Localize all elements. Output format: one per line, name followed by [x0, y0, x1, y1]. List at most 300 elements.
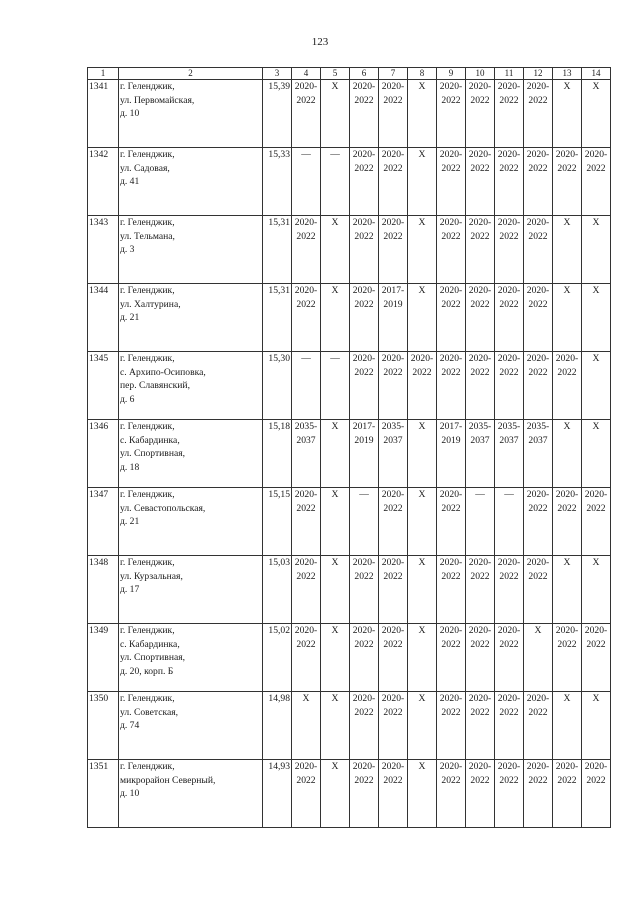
schedule-text: X	[592, 693, 600, 704]
schedule-text: X	[331, 761, 339, 772]
schedule-cell	[408, 488, 437, 556]
schedule-text: X	[563, 81, 571, 92]
schedule-text: 2020-	[584, 149, 608, 160]
address-line: г. Геленджик,	[120, 625, 175, 636]
schedule-text: X	[418, 761, 426, 772]
table-row	[88, 692, 611, 760]
schedule-text: 2020-	[381, 557, 405, 568]
schedule-cell	[553, 284, 582, 352]
schedule-text: 2022	[354, 706, 374, 718]
schedule-text: X	[534, 625, 542, 636]
schedule-text: 2022	[557, 366, 577, 378]
schedule-text: 2035-	[526, 421, 550, 432]
schedule-text: —	[301, 353, 311, 364]
value-cell: 14,98	[263, 692, 292, 760]
schedule-cell	[524, 352, 553, 420]
schedule-text: 2022	[528, 570, 548, 582]
table-row	[88, 148, 611, 216]
schedule-cell	[466, 148, 495, 216]
schedule-text: 2020-	[381, 693, 405, 704]
schedule-cell	[292, 420, 321, 488]
table-row	[88, 760, 611, 828]
schedule-cell	[379, 556, 408, 624]
address-cell	[119, 148, 263, 216]
schedule-cell	[437, 284, 466, 352]
schedule-text: 2022	[296, 502, 316, 514]
schedule-text: 2019	[354, 434, 374, 446]
address-cell	[119, 420, 263, 488]
schedule-text: 2022	[528, 774, 548, 786]
schedule-text: 2020-	[526, 149, 550, 160]
schedule-text: X	[331, 693, 339, 704]
schedule-cell	[437, 556, 466, 624]
schedule-text: 2022	[441, 774, 461, 786]
address-line: г. Геленджик,	[120, 489, 175, 500]
schedule-cell	[321, 216, 350, 284]
schedule-cell	[321, 624, 350, 692]
housing-register-table	[87, 67, 611, 828]
row-number: 1343	[88, 216, 119, 284]
schedule-text: 2037	[499, 434, 519, 446]
schedule-text: 2022	[499, 774, 519, 786]
schedule-cell	[524, 80, 553, 148]
schedule-text: X	[331, 557, 339, 568]
schedule-text: X	[418, 489, 426, 500]
schedule-text: 2022	[296, 638, 316, 650]
schedule-cell	[379, 760, 408, 828]
address-line: д. 20, корп. Б	[120, 665, 174, 677]
schedule-text: X	[418, 217, 426, 228]
schedule-text: 2020-	[294, 489, 318, 500]
schedule-text: 2020-	[439, 353, 463, 364]
schedule-text: 2020-	[439, 81, 463, 92]
schedule-cell	[321, 148, 350, 216]
schedule-cell	[582, 692, 611, 760]
value-cell: 15,02	[263, 624, 292, 692]
schedule-cell	[466, 556, 495, 624]
schedule-cell	[408, 148, 437, 216]
schedule-text: —	[330, 353, 340, 364]
schedule-text: 2020-	[555, 625, 579, 636]
schedule-cell	[321, 80, 350, 148]
address-line: г. Геленджик,	[120, 285, 175, 296]
column-number-header: 1	[88, 68, 119, 80]
schedule-text: 2022	[499, 366, 519, 378]
schedule-cell	[379, 488, 408, 556]
schedule-text: X	[331, 625, 339, 636]
schedule-cell	[553, 488, 582, 556]
schedule-text: 2020-	[468, 81, 492, 92]
address-line: ул. Спортивная,	[120, 652, 186, 663]
schedule-text: 2022	[441, 298, 461, 310]
value-cell: 15,31	[263, 284, 292, 352]
schedule-text: X	[331, 489, 339, 500]
schedule-cell	[321, 760, 350, 828]
address-line: г. Геленджик,	[120, 693, 175, 704]
schedule-cell	[292, 216, 321, 284]
schedule-text: X	[331, 81, 339, 92]
schedule-cell	[524, 556, 553, 624]
address-line: г. Геленджик,	[120, 557, 175, 568]
schedule-text: X	[563, 557, 571, 568]
table-row	[88, 80, 611, 148]
schedule-text: 2022	[528, 298, 548, 310]
address-line: д. 10	[120, 108, 140, 119]
address-line: д. 21	[120, 516, 140, 527]
address-line: ул. Советская,	[120, 706, 179, 718]
schedule-text: X	[592, 285, 600, 296]
schedule-text: X	[563, 421, 571, 432]
schedule-cell	[582, 624, 611, 692]
schedule-cell	[350, 420, 379, 488]
address-line: г. Геленджик,	[120, 149, 175, 160]
schedule-cell	[292, 556, 321, 624]
column-number-header: 7	[379, 68, 408, 80]
schedule-cell	[350, 352, 379, 420]
schedule-text: 2020-	[584, 489, 608, 500]
schedule-cell	[437, 148, 466, 216]
schedule-text: 2022	[412, 366, 432, 378]
address-line: ул. Садовая,	[120, 162, 170, 174]
schedule-cell	[524, 760, 553, 828]
schedule-text: X	[592, 81, 600, 92]
value-cell: 15,18	[263, 420, 292, 488]
address-line: г. Геленджик,	[120, 421, 175, 432]
schedule-cell	[350, 216, 379, 284]
row-number: 1341	[88, 80, 119, 148]
schedule-text: 2019	[441, 434, 461, 446]
schedule-text: 2037	[470, 434, 490, 446]
schedule-cell	[466, 488, 495, 556]
schedule-text: 2020-	[294, 285, 318, 296]
address-cell	[119, 760, 263, 828]
schedule-cell	[553, 148, 582, 216]
column-number-header: 6	[350, 68, 379, 80]
address-cell	[119, 352, 263, 420]
value-cell: 15,39	[263, 80, 292, 148]
schedule-text: 2020-	[439, 625, 463, 636]
schedule-cell	[582, 284, 611, 352]
schedule-cell	[321, 420, 350, 488]
schedule-text: 2022	[470, 230, 490, 242]
schedule-cell	[292, 80, 321, 148]
schedule-text: 2022	[528, 162, 548, 174]
row-number: 1348	[88, 556, 119, 624]
column-number-header: 12	[524, 68, 553, 80]
schedule-text: 2022	[528, 366, 548, 378]
schedule-text: X	[418, 149, 426, 160]
schedule-text: 2017-	[381, 285, 405, 296]
schedule-text: 2022	[354, 230, 374, 242]
schedule-cell	[524, 488, 553, 556]
schedule-cell	[495, 148, 524, 216]
schedule-cell	[350, 488, 379, 556]
schedule-cell	[466, 284, 495, 352]
schedule-text: 2022	[354, 162, 374, 174]
schedule-text: 2020-	[294, 81, 318, 92]
schedule-text: 2020-	[439, 761, 463, 772]
schedule-text: 2022	[383, 162, 403, 174]
schedule-cell	[582, 760, 611, 828]
schedule-cell	[466, 352, 495, 420]
schedule-cell	[292, 352, 321, 420]
schedule-text: 2022	[557, 162, 577, 174]
schedule-text: 2022	[383, 570, 403, 582]
schedule-text: 2022	[470, 570, 490, 582]
schedule-text: 2020-	[294, 761, 318, 772]
row-number: 1346	[88, 420, 119, 488]
table-body	[88, 68, 611, 828]
schedule-text: X	[418, 693, 426, 704]
schedule-cell	[408, 216, 437, 284]
schedule-text: 2022	[296, 230, 316, 242]
address-cell	[119, 80, 263, 148]
schedule-text: 2019	[383, 298, 403, 310]
schedule-cell	[437, 692, 466, 760]
schedule-cell	[524, 624, 553, 692]
schedule-text: 2020-	[381, 761, 405, 772]
address-line: г. Геленджик,	[120, 217, 175, 228]
schedule-text: X	[592, 421, 600, 432]
table-row	[88, 556, 611, 624]
schedule-text: 2020-	[468, 557, 492, 568]
address-cell	[119, 556, 263, 624]
schedule-text: 2020-	[497, 693, 521, 704]
schedule-text: 2020-	[497, 285, 521, 296]
schedule-text: 2022	[296, 774, 316, 786]
address-line: д. 21	[120, 312, 140, 323]
schedule-cell	[495, 624, 524, 692]
table-row	[88, 216, 611, 284]
schedule-text: X	[302, 693, 310, 704]
value-cell: 15,03	[263, 556, 292, 624]
address-line: г. Геленджик,	[120, 81, 175, 92]
schedule-text: 2022	[470, 706, 490, 718]
schedule-cell	[379, 80, 408, 148]
schedule-cell	[321, 692, 350, 760]
schedule-text: 2020-	[352, 761, 376, 772]
schedule-cell	[408, 624, 437, 692]
schedule-text: 2020-	[526, 557, 550, 568]
table-row	[88, 352, 611, 420]
schedule-text: X	[418, 625, 426, 636]
value-cell: 15,30	[263, 352, 292, 420]
row-number: 1344	[88, 284, 119, 352]
schedule-text: 2020-	[439, 149, 463, 160]
schedule-text: 2022	[499, 638, 519, 650]
schedule-text: 2020-	[526, 489, 550, 500]
schedule-cell	[524, 284, 553, 352]
schedule-text: X	[331, 217, 339, 228]
column-number-header: 13	[553, 68, 582, 80]
schedule-text: 2022	[441, 366, 461, 378]
schedule-text: 2020-	[584, 761, 608, 772]
schedule-text: 2020-	[497, 81, 521, 92]
schedule-text: 2035-	[381, 421, 405, 432]
schedule-cell	[495, 80, 524, 148]
schedule-cell	[437, 488, 466, 556]
schedule-text: 2022	[383, 366, 403, 378]
schedule-cell	[350, 148, 379, 216]
schedule-cell	[524, 420, 553, 488]
schedule-cell	[408, 80, 437, 148]
schedule-text: 2022	[499, 162, 519, 174]
schedule-text: X	[563, 693, 571, 704]
schedule-text: X	[592, 353, 600, 364]
schedule-text: 2020-	[294, 217, 318, 228]
schedule-text: X	[331, 285, 339, 296]
schedule-cell	[292, 148, 321, 216]
schedule-text: 2035-	[497, 421, 521, 432]
schedule-cell	[408, 284, 437, 352]
column-number-header: 9	[437, 68, 466, 80]
column-number-header: 14	[582, 68, 611, 80]
schedule-cell	[437, 420, 466, 488]
schedule-text: 2022	[586, 638, 606, 650]
schedule-text: 2020-	[526, 693, 550, 704]
schedule-cell	[437, 216, 466, 284]
schedule-cell	[350, 284, 379, 352]
column-number-header: 8	[408, 68, 437, 80]
schedule-text: 2020-	[439, 693, 463, 704]
schedule-text: 2020-	[497, 625, 521, 636]
schedule-cell	[466, 420, 495, 488]
address-cell	[119, 692, 263, 760]
schedule-text: 2020-	[381, 149, 405, 160]
schedule-cell	[466, 216, 495, 284]
address-line: д. 10	[120, 788, 140, 799]
schedule-cell	[379, 148, 408, 216]
schedule-text: 2022	[528, 706, 548, 718]
schedule-text: 2022	[470, 298, 490, 310]
schedule-text: 2020-	[497, 353, 521, 364]
schedule-text: 2022	[354, 638, 374, 650]
value-cell: 15,33	[263, 148, 292, 216]
schedule-cell	[466, 692, 495, 760]
schedule-cell	[292, 624, 321, 692]
schedule-text: 2037	[528, 434, 548, 446]
schedule-cell	[437, 352, 466, 420]
schedule-text: 2020-	[468, 217, 492, 228]
schedule-cell	[379, 692, 408, 760]
schedule-cell	[292, 760, 321, 828]
schedule-text: 2022	[528, 230, 548, 242]
schedule-cell	[553, 420, 582, 488]
schedule-cell	[379, 420, 408, 488]
schedule-cell	[350, 624, 379, 692]
address-line: с. Кабардинка,	[120, 434, 180, 446]
schedule-text: 2020-	[555, 353, 579, 364]
schedule-cell	[408, 420, 437, 488]
schedule-text: 2020-	[497, 149, 521, 160]
value-cell: 14,93	[263, 760, 292, 828]
schedule-text: 2022	[354, 298, 374, 310]
schedule-cell	[582, 148, 611, 216]
schedule-text: 2020-	[381, 217, 405, 228]
schedule-text: 2020-	[294, 625, 318, 636]
schedule-text: —	[359, 489, 369, 500]
schedule-text: 2022	[557, 774, 577, 786]
schedule-cell	[524, 692, 553, 760]
column-number-header: 2	[119, 68, 263, 80]
schedule-text: 2022	[441, 230, 461, 242]
schedule-cell	[321, 488, 350, 556]
schedule-cell	[437, 80, 466, 148]
schedule-cell	[553, 80, 582, 148]
schedule-text: X	[418, 285, 426, 296]
schedule-text: 2022	[557, 502, 577, 514]
address-line: ул. Тельмана,	[120, 230, 175, 242]
schedule-text: 2022	[441, 638, 461, 650]
schedule-text: 2022	[528, 94, 548, 106]
address-line: с. Кабардинка,	[120, 638, 180, 650]
schedule-text: 2020-	[352, 625, 376, 636]
schedule-text: 2022	[586, 774, 606, 786]
schedule-text: 2022	[499, 706, 519, 718]
schedule-text: 2037	[383, 434, 403, 446]
schedule-text: 2035-	[294, 421, 318, 432]
schedule-text: 2020-	[352, 693, 376, 704]
schedule-cell	[582, 488, 611, 556]
schedule-text: 2020-	[526, 217, 550, 228]
schedule-text: 2022	[383, 502, 403, 514]
schedule-text: 2020-	[555, 489, 579, 500]
table-row	[88, 624, 611, 692]
address-line: д. 74	[120, 720, 140, 731]
column-number-header: 11	[495, 68, 524, 80]
schedule-text: 2020-	[294, 557, 318, 568]
schedule-text: 2022	[296, 94, 316, 106]
schedule-text: 2022	[499, 230, 519, 242]
schedule-cell	[292, 488, 321, 556]
schedule-cell	[350, 760, 379, 828]
schedule-cell	[379, 216, 408, 284]
address-cell	[119, 216, 263, 284]
schedule-text: 2020-	[439, 557, 463, 568]
column-number-header: 4	[292, 68, 321, 80]
schedule-text: 2022	[499, 94, 519, 106]
schedule-cell	[408, 352, 437, 420]
column-number-header: 3	[263, 68, 292, 80]
schedule-text: 2022	[354, 570, 374, 582]
schedule-cell	[408, 760, 437, 828]
address-line: ул. Севастопольская,	[120, 502, 206, 514]
schedule-text: 2022	[354, 94, 374, 106]
schedule-text: X	[418, 557, 426, 568]
schedule-text: 2020-	[352, 353, 376, 364]
schedule-text: 2020-	[468, 149, 492, 160]
schedule-cell	[582, 556, 611, 624]
schedule-cell	[495, 216, 524, 284]
schedule-text: 2020-	[526, 285, 550, 296]
schedule-cell	[553, 692, 582, 760]
schedule-cell	[466, 760, 495, 828]
schedule-text: 2017-	[352, 421, 376, 432]
schedule-text: 2022	[586, 162, 606, 174]
schedule-text: 2020-	[468, 285, 492, 296]
schedule-text: 2020-	[468, 693, 492, 704]
schedule-cell	[553, 352, 582, 420]
schedule-cell	[495, 420, 524, 488]
schedule-text: X	[563, 217, 571, 228]
schedule-text: 2022	[354, 774, 374, 786]
schedule-text: X	[418, 421, 426, 432]
row-number: 1345	[88, 352, 119, 420]
schedule-cell	[553, 624, 582, 692]
column-number-header: 10	[466, 68, 495, 80]
schedule-cell	[495, 692, 524, 760]
schedule-text: 2020-	[468, 353, 492, 364]
